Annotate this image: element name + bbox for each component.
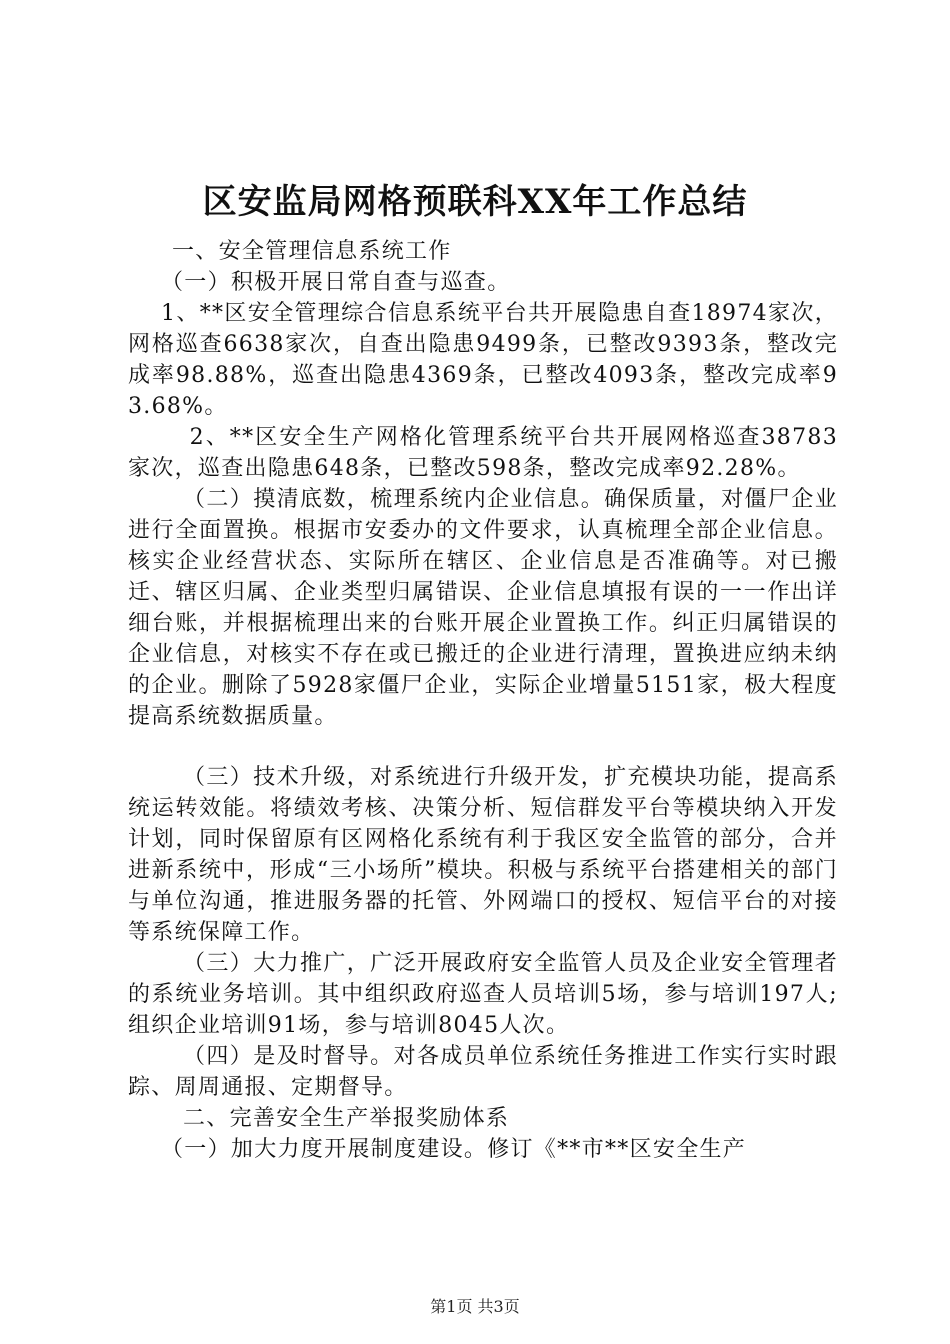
subsection-heading-1-1: （一）积极开展日常自查与巡查。 bbox=[161, 270, 511, 295]
section-heading-2: 二、完善安全生产举报奖励体系 bbox=[183, 1106, 510, 1131]
paragraph-subsection-3: （三）技术升级，对系统进行升级开发，扩充模块功能，提高系统运转效能。将绩效考核、决策分析、短信群发平台等模块纳入开发计划，同时保留原有区网格化系统有利于我区安全监管的部分，合并进新系统中，形成“三小场所”模块。积极与系统平台搭建相关的部门与单位沟通，推进服务器的托管、外网端口的授权、短信平台的对接等系统保障工作。 bbox=[128, 765, 838, 945]
section-heading-1: 一、安全管理信息系统工作 bbox=[172, 239, 452, 264]
document-title: 区安监局网格预联科XX年工作总结 bbox=[202, 182, 748, 222]
paragraph-subsection-4: （四）是及时督导。对各成员单位系统任务推进工作实行实时跟踪、周周通报、定期督导。 bbox=[128, 1044, 838, 1100]
page-footer: 第1页 共3页 bbox=[430, 1297, 520, 1316]
paragraph-subsection-3b: （三）大力推广，广泛开展政府安全监管人员及企业安全管理者的系统业务培训。其中组织政府巡查人员培训5场，参与培训197人;组织企业培训91场，参与培训8045人次。 bbox=[128, 951, 838, 1038]
paragraph-item-2: 2、**区安全生产网格化管理系统平台共开展网格巡查38783家次，巡查出隐患648条，已整改598条，整改完成率92.28%。 bbox=[128, 425, 838, 481]
document-body bbox=[128, 236, 838, 1165]
paragraph-subsection-2-1: （一）加大力度开展制度建设。修订《**市**区安全生产 bbox=[161, 1137, 747, 1162]
paragraph-item-1: 1、**区安全管理综合信息系统平台共开展隐患自查18974家次，网格巡查6638家次，自查出隐患9499条，已整改9393条，整改完成率98.88%，巡查出隐患4369条，已整改4093条，整改完成率93.68%。 bbox=[128, 301, 838, 419]
paragraph-subsection-2: （二）摸清底数，梳理系统内企业信息。确保质量，对僵尸企业进行全面置换。根据市安委办的文件要求，认真梳理全部企业信息。核实企业经营状态、实际所在辖区、企业信息是否准确等。对已搬迁、辖区归属、企业类型归属错误、企业信息填报有误的一一作出详细台账，并根据梳理出来的台账开展企业置换工作。纠正归属错误的企业信息，对核实不存在或已搬迁的企业进行清理，置换进应纳未纳的企业。删除了5928家僵尸企业，实际企业增量5151家，极大程度提高系统数据质量。 bbox=[128, 487, 838, 729]
